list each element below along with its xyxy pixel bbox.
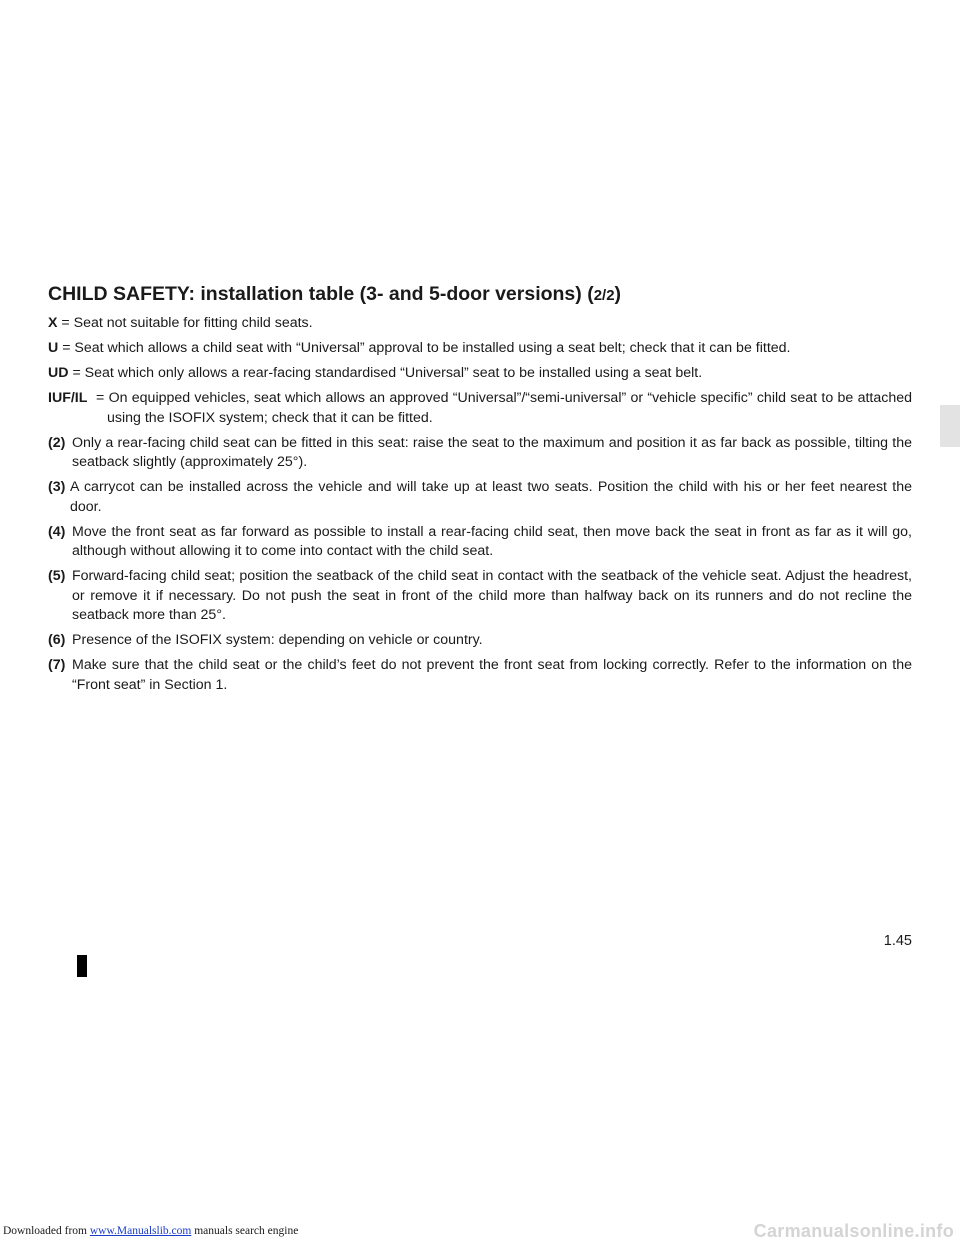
legend-text: = Seat not suitable for fitting child seats. <box>57 315 313 331</box>
title-close: ) <box>614 283 622 305</box>
manualslib-link[interactable]: www.Manualslib.com <box>89 1225 192 1237</box>
footnote-text: Only a rear-facing child seat can be fitted in this seat: raise the seat to the maximum and position it as far back as possible, tilting the seatback slightly (approximately 25°). <box>72 434 912 470</box>
marker-bar <box>77 955 87 977</box>
title-main: CHILD SAFETY: installation table (3- and 5-door versions) ( <box>48 283 594 305</box>
footnote-7 <box>48 656 912 695</box>
footnote-6 <box>48 631 912 651</box>
legend-entry-ud <box>48 364 912 384</box>
legend-key: IUF/IL <box>48 390 88 406</box>
footer-prefix: Downloaded from <box>3 1225 90 1237</box>
legend-key: U <box>48 340 59 356</box>
footnote-5 <box>48 567 912 626</box>
footnote-key: (6) <box>48 632 66 648</box>
page-title <box>48 281 918 309</box>
footnote-text: Presence of the ISOFIX system: depending on vehicle or country. <box>72 632 483 648</box>
footnote-3 <box>48 478 912 517</box>
footnote-key: (3) <box>48 479 66 495</box>
legend-text: = Seat which allows a child seat with “Universal” approval to be installed using a seat belt; check that it can be fitted. <box>58 340 791 356</box>
title-part: 2/2 <box>593 287 615 304</box>
legend-entry-u <box>48 339 912 359</box>
legend-entry-iuf-il <box>48 389 912 428</box>
footer-suffix: manuals search engine <box>191 1225 299 1237</box>
legend-entry-x <box>48 314 912 334</box>
legend-text: = On equipped vehicles, seat which allows an approved “Universal”/“semi-universal” or “vehicle specific” child seat to be attached using the ISOFIX system; check that it can be fitted. <box>96 390 912 426</box>
footnote-4 <box>48 523 912 562</box>
page-number: 1.45 <box>883 933 912 949</box>
footer <box>0 1220 960 1242</box>
legend-text: = Seat which only allows a rear-facing standardised “Universal” seat to be installed using a seat belt. <box>68 365 703 381</box>
legend-key: X <box>48 315 58 331</box>
footer-download-note <box>3 1220 298 1242</box>
watermark-text: Carmanualsonline.info <box>753 1221 954 1241</box>
footnote-key: (4) <box>48 523 66 540</box>
footnote-text: Make sure that the child seat or the child’s feet do not prevent the front seat from locking correctly. Refer to the information on the “Front seat” in Section 1. <box>72 657 912 693</box>
footnote-2 <box>48 434 912 473</box>
legend-key: UD <box>48 365 69 381</box>
footnote-key: (7) <box>48 657 66 673</box>
footnote-key: (5) <box>48 568 66 584</box>
footnote-text: Move the front seat as far forward as possible to install a rear-facing child seat, then move back the seat in front as far as it will go, although without allowing it to come into contact with the child seat. <box>72 523 912 559</box>
legend-list <box>48 314 912 701</box>
footnote-key: (2) <box>48 434 66 451</box>
section-thumb-tab <box>940 405 960 447</box>
footnote-text: Forward-facing child seat; position the seatback of the child seat in contact with the seatback of the vehicle seat. Adjust the headrest, or remove it if necessary. Do not push the seat in front of the child more than halfway back on its runners and do not recline the seatback more than 25°. <box>72 568 912 623</box>
footnote-text: A carrycot can be installed across the vehicle and will take up at least two seats. Position the child with his or her feet nearest the door. <box>70 479 912 515</box>
